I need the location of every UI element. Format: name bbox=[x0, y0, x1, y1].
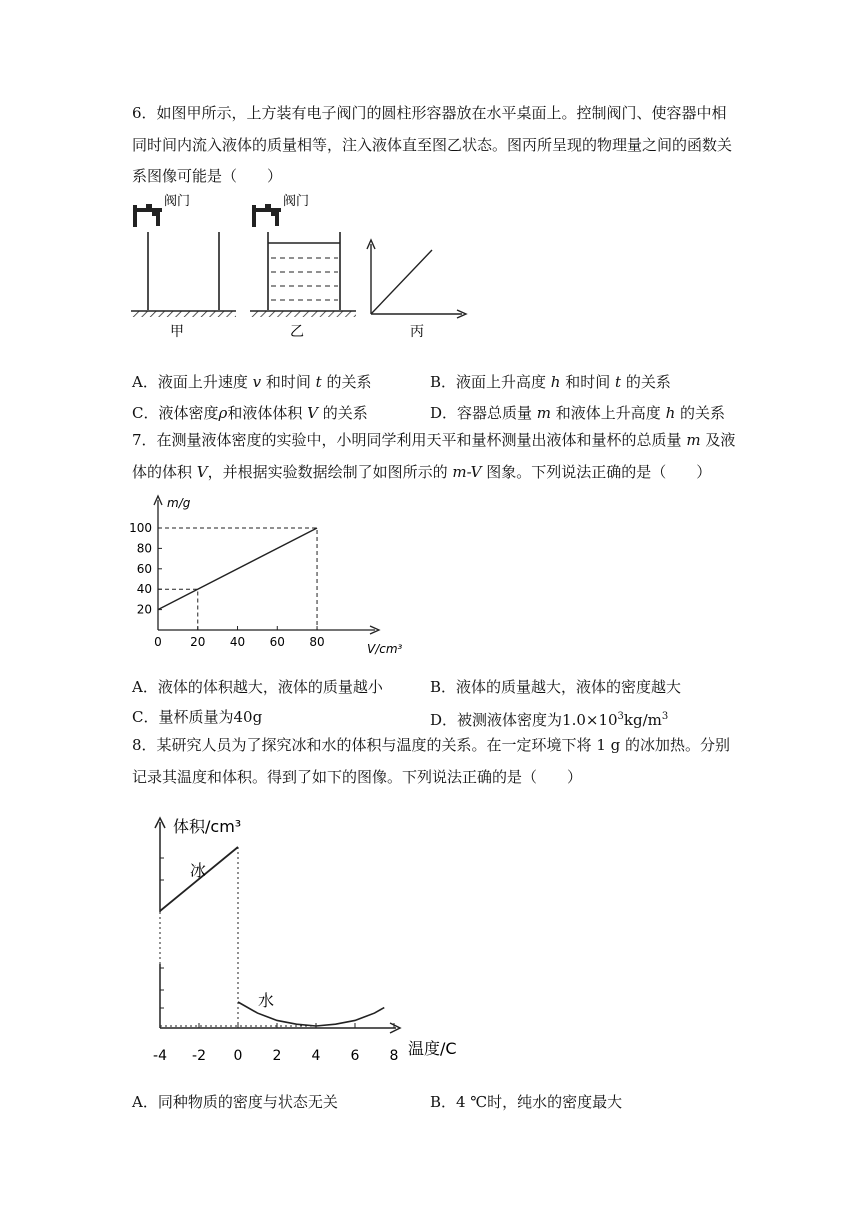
x-tick-label: 20 bbox=[190, 635, 206, 649]
guide-line bbox=[158, 528, 317, 630]
q6-option-b: B．液面上升高度 h 和时间 t 的关系 bbox=[430, 373, 671, 391]
x-axis-label: 温度/C bbox=[408, 1039, 457, 1058]
x-tick-label: 0 bbox=[233, 1048, 243, 1064]
x-tick-label: 4 bbox=[311, 1048, 321, 1064]
x-tick-label: 0 bbox=[154, 635, 162, 649]
mv-chart bbox=[0, 490, 860, 670]
q6-option-d: D．容器总质量 m 和液体上升高度 h 的关系 bbox=[430, 404, 726, 422]
ice-water-chart bbox=[0, 800, 860, 1070]
q6-line-1: 6．如图甲所示，上方装有电子阀门的圆柱形容器放在水平桌面上。控制阀门、使容器中相 bbox=[132, 104, 727, 122]
label-bing: 丙 bbox=[410, 324, 424, 340]
graph-bing bbox=[367, 240, 466, 318]
y-tick-label: 80 bbox=[136, 541, 152, 556]
x-tick-label: 40 bbox=[229, 635, 246, 649]
x-tick-label: -4 bbox=[153, 1048, 167, 1064]
water-annotation: 水 bbox=[258, 991, 275, 1010]
y-axis-label: 体积/cm³ bbox=[173, 817, 242, 836]
x-tick-label: 2 bbox=[272, 1048, 282, 1064]
x-tick-label: -2 bbox=[192, 1048, 206, 1064]
y-tick-label: 40 bbox=[136, 582, 152, 597]
q8-line-1: 8．某研究人员为了探究冰和水的体积与温度的关系。在一定环境下将 1 g 的冰加热。分别 bbox=[132, 736, 730, 754]
x-tick-label: 60 bbox=[269, 635, 285, 649]
y-axis-label: m/g bbox=[167, 496, 191, 510]
y-tick-label: 100 bbox=[129, 521, 152, 535]
label-jia: 甲 bbox=[170, 324, 184, 340]
q7-line-1: 7．在测量液体密度的实验中，小明同学利用天平和量杯测量出液体和量杯的总质量 m 及液 bbox=[132, 431, 736, 449]
y-tick-label: 60 bbox=[136, 561, 152, 576]
data-line bbox=[158, 528, 317, 610]
valve-label-yi: 阀门 bbox=[283, 194, 310, 209]
x-tick-label: 6 bbox=[350, 1048, 360, 1064]
q6-option-a: A．液面上升速度 v 和时间 t 的关系 bbox=[132, 373, 372, 391]
q7-option-c: C．量杯质量为40g bbox=[132, 708, 263, 726]
label-yi: 乙 bbox=[290, 324, 304, 340]
q6-option-c: C．液体密度ρ和液体体积 V 的关系 bbox=[132, 404, 368, 422]
ice-annotation: 冰 bbox=[190, 861, 207, 880]
q7-line-2: 体的体积 V，并根据实验数据绘制了如图所示的 m-V 图象。下列说法正确的是（ ） bbox=[132, 463, 712, 481]
q7-option-b: B．液体的质量越大，液体的密度越大 bbox=[430, 678, 682, 696]
x-tick-label: 80 bbox=[309, 635, 325, 649]
q7-option-a: A．液体的体积越大，液体的质量越小 bbox=[132, 678, 383, 696]
q7-option-d: D．被测液体密度为$1.0\times 10^3kg/m^3$ bbox=[430, 711, 669, 729]
container-yi bbox=[250, 204, 356, 317]
valve-label-jia: 阀门 bbox=[164, 194, 191, 209]
container-jia bbox=[131, 204, 236, 317]
q6-line-3: 系图像可能是（ ） bbox=[132, 167, 283, 185]
q8-option-a: A．同种物质的密度与状态无关 bbox=[132, 1093, 338, 1111]
q8-line-2: 记录其温度和体积。得到了如下的图像。下列说法正确的是（ ） bbox=[132, 768, 583, 786]
x-axis-label: V/cm³ bbox=[367, 642, 403, 656]
q8-option-b: B．4 ℃时，纯水的密度最大 bbox=[430, 1093, 623, 1111]
x-tick-label: 8 bbox=[389, 1048, 399, 1064]
q6-figure bbox=[0, 188, 860, 348]
y-tick-label: 20 bbox=[136, 602, 152, 617]
guide-line bbox=[158, 589, 198, 630]
q6-line-2: 同时间内流入液体的质量相等，注入液体直至图乙状态。图丙所呈现的物理量之间的函数关 bbox=[132, 136, 733, 154]
